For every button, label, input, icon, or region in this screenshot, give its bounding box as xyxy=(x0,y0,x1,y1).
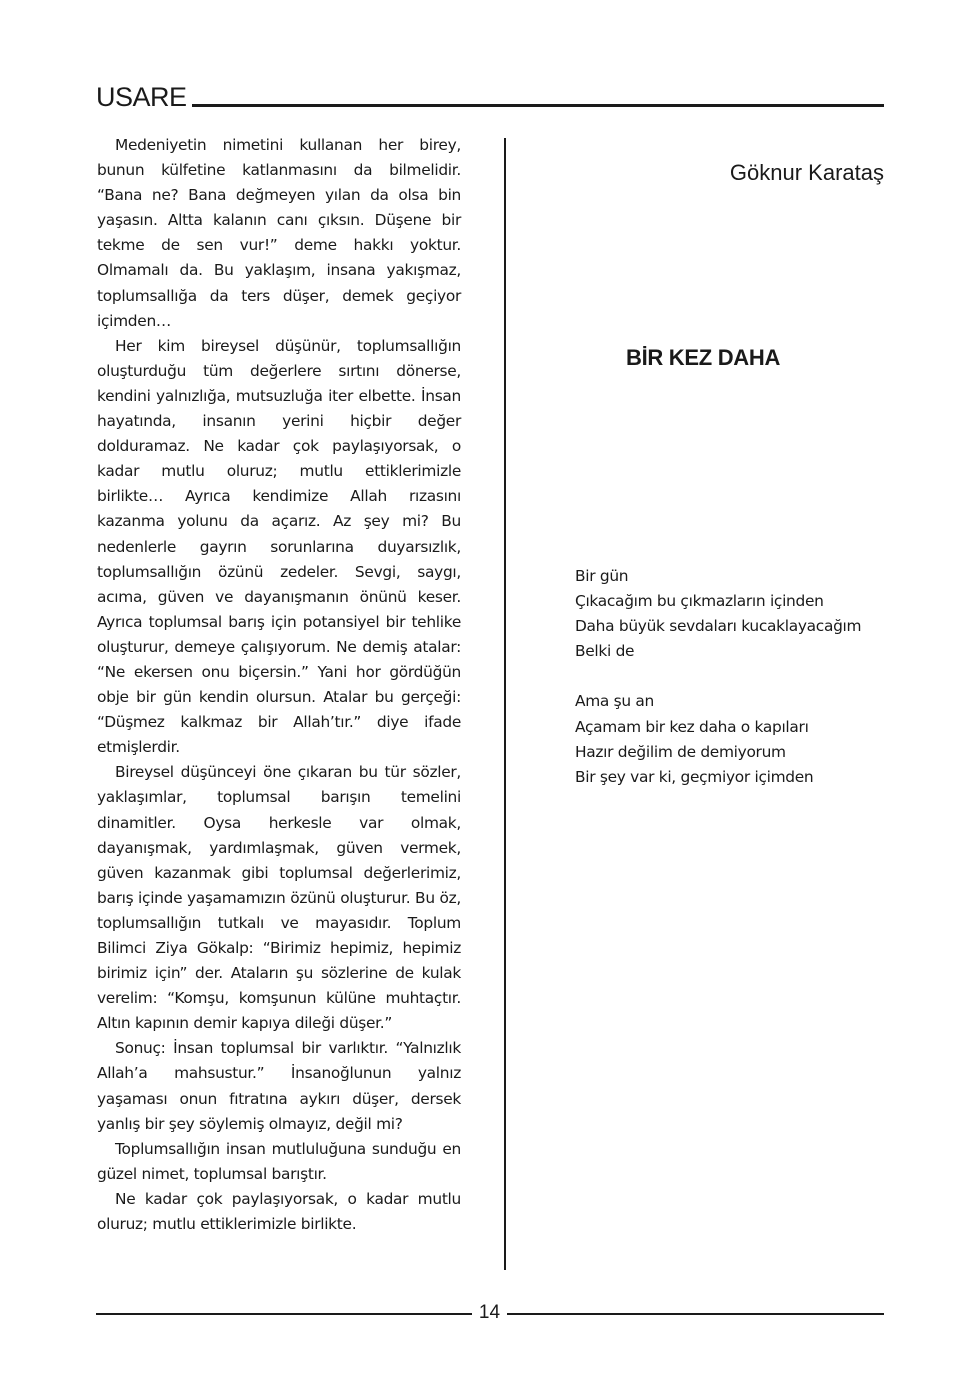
page-number: 14 xyxy=(478,1302,501,1323)
column-divider xyxy=(504,138,506,1270)
poem-line: Ama şu an xyxy=(575,692,654,711)
magazine-title: USARE xyxy=(96,82,187,112)
footer-rule-right xyxy=(507,1313,884,1315)
article-column xyxy=(97,133,461,1237)
poem-line: Açamam bir kez daha o kapıları xyxy=(575,717,809,736)
poem-line: Bir gün xyxy=(575,567,629,585)
poem-line: Çıkacağım bu çıkmazların içinden xyxy=(575,592,824,611)
article-paragraph-3: Bireysel düşünceyi öne çıkaran bu tür sözler, yaklaşımlar, toplumsal barışın temelini dinamitler. Oysa herkesle var olmak, dayanışmak, yardımlaşmak, güven vermek, güven kazanmak gibi toplumsal değerlerimiz, barış içinde yaşamamızın özünü oluşturur. Bu öz, toplumsallığın tutkalı ve mayasıdır. Toplum Bilimci Ziya Gökalp: “Birimiz hepimiz, hepimiz birimiz için” der. Ataların şu sözlerine de kulak verelim: “Komşu, komşunun külüne muhtaçtır. Altın kapının demir kapıya dileği düşer.” xyxy=(97,763,461,1033)
article-paragraph-1: Medeniyetin nimetini kullanan her birey, bunun külfetine katlanmasını da bilmelidir. “Bana ne? Bana değmeyen yılan da olsa bin yaşasın. Altta kalanın canı çıksın. Düşene bir tekme de sen vur!” deme hakkı yoktur. Olmamalı da. Bu yaklaşım, insana yakışmaz, toplumsallığa da ters düşer, demek geçiyor içimden… xyxy=(97,136,461,330)
article-paragraph-5: Toplumsallığın insan mutluluğuna sunduğu en güzel nimet, toplumsal barıştır. xyxy=(97,1139,461,1183)
article-paragraph-4: Sonuç: İnsan toplumsal bir varlıktır. “Yalnızlık Allah’a mahsustur.” İnsanoğlunun yalnız yaşaması onun fıtratına aykırı düşer, dersek yanlış bir şey söylemiş olmayız, değil mi? xyxy=(97,1039,461,1133)
article-paragraph-2: Her kim bireysel düşünür, toplumsallığın oluşturduğu tüm değerlere sırtını dönerse, kendini yalnızlığa, mutsuzluğa iter elbette. İnsan hayatında, insanın yerini hiçbir değer dolduramaz. Ne kadar çok paylaşıyorsak, o kadar mutlu oluruz; mutlu ettiklerimizle birlikte… Ayrıca kendimize Allah rızasını kazanma yolunu da açarız. Az şey mi? Bu nedenlerle gayrın sorunlarına duyarsızlık, toplumsallığın özünü zedeler. Sevgi, saygı, acıma, güven ve dayanışmanın önünü keser. Ayrıca toplumsal barış için potansiyel bir tehlike oluşturur, demeye çalışıyorum. Ne demiş atalar: “Ne ekersen onu biçersin.” Yani hor gördüğün obje bir gün kendin olursun. Atalar bu gerçeği: “Düşmez kalkmaz bir Allah’tır.” diye ifade etmişlerdir. xyxy=(97,336,461,757)
article-paragraph-6: Ne kadar çok paylaşıyorsak, o kadar mutlu oluruz; mutlu ettiklerimizle birlikte. xyxy=(97,1189,461,1234)
footer-rule-left xyxy=(96,1313,472,1315)
poem-line: Daha büyük sevdaları kucaklayacağım xyxy=(575,617,862,636)
poem-body xyxy=(575,564,895,815)
poem-line: Belki de xyxy=(575,642,635,661)
poem-line: Bir şey var ki, geçmiyor içimden xyxy=(575,767,814,786)
poem-stanza-1 xyxy=(575,564,895,664)
poem-title: BİR KEZ DAHA xyxy=(626,345,781,370)
poem-stanza-2 xyxy=(575,689,895,789)
header-rule xyxy=(192,104,884,107)
poem-line: Hazır değilim de demiyorum xyxy=(575,742,786,761)
poem-author: Göknur Karataş xyxy=(729,160,884,185)
